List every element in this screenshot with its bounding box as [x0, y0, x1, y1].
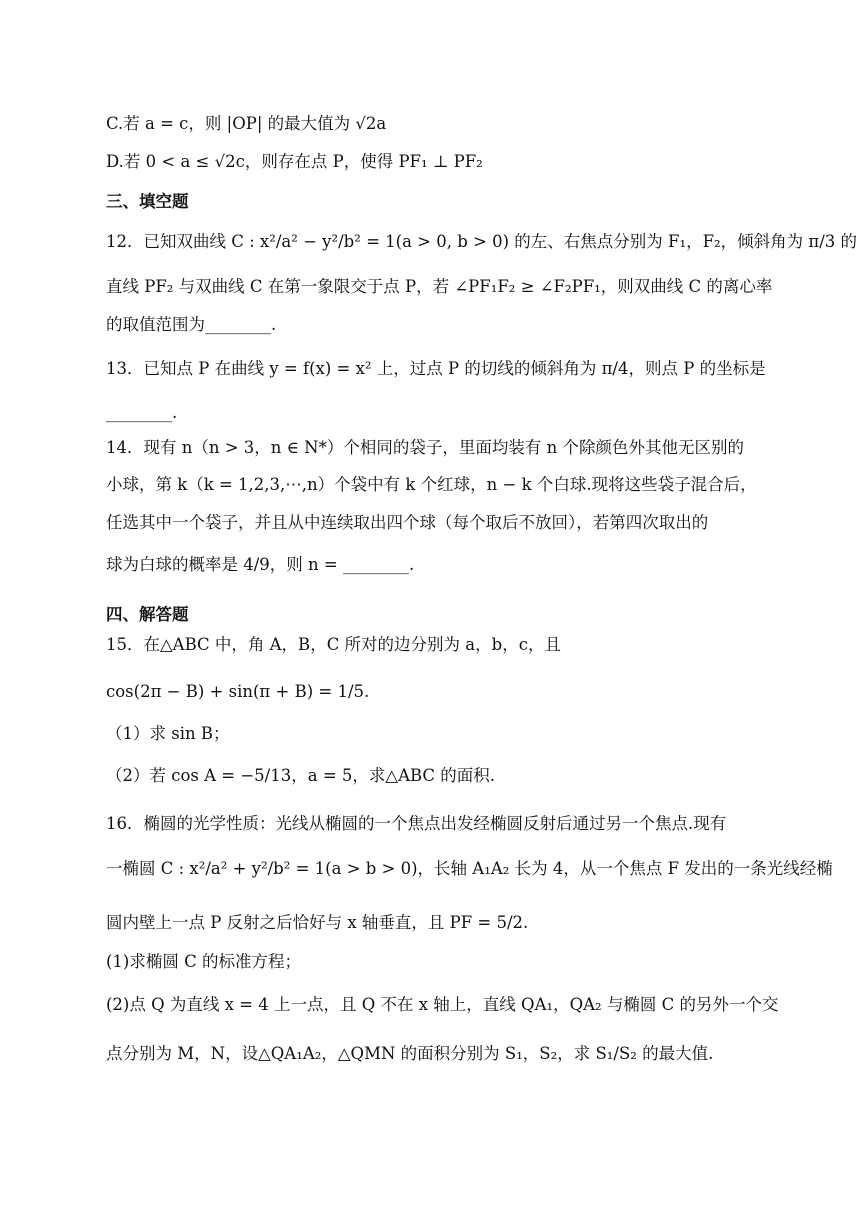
question-15-line-2: cos(2π − B) + sin(π + B) = 1/5. [106, 682, 370, 701]
question-16-line-2: 一椭圆 C : x²/a² + y²/b² = 1(a > b > 0)，长轴 A₁A₂ 长为 4，从一个焦点 F 发出的一条光线经椭 [106, 859, 833, 878]
question-16-part-1: (1)求椭圆 C 的标准方程； [106, 952, 301, 971]
section-heading-solve: 四、解答题 [106, 605, 189, 624]
question-16-part-2-line-2: 点分别为 M，N，设△QA₁A₂，△QMN 的面积分别为 S₁，S₂，求 S₁/S₂ 的最大值. [106, 1044, 714, 1063]
question-14-line-2: 小球，第 k（k = 1,2,3,⋯,n）个袋中有 k 个红球，n − k 个白球.现将这些袋子混合后， [106, 475, 757, 494]
option-c: C.若 a = c，则 |OP| 的最大值为 √2a [106, 114, 387, 133]
question-13-line-2: ________. [106, 403, 178, 422]
question-12-line-3: 的取值范围为________. [106, 315, 277, 334]
section-heading-fill-blank: 三、填空题 [106, 192, 189, 211]
question-15-line-1: 15．在△ABC 中，角 A，B，C 所对的边分别为 a，b，c，且 [106, 635, 561, 654]
question-12-line-1: 12．已知双曲线 C : x²/a² − y²/b² = 1(a > 0, b > 0) 的左、右焦点分别为 F₁，F₂，倾斜角为 π/3 的 [106, 232, 858, 251]
question-15-part-2: （2）若 cos A = −5/13，a = 5，求△ABC 的面积. [106, 766, 496, 785]
question-14-line-1: 14．现有 n（n > 3，n ∈ N*）个相同的袋子，里面均装有 n 个除颜色外其他无区别的 [106, 438, 744, 457]
question-12-line-2: 直线 PF₂ 与双曲线 C 在第一象限交于点 P，若 ∠PF₁F₂ ≥ ∠F₂PF₁，则双曲线 C 的离心率 [106, 277, 773, 296]
option-d: D.若 0 < a ≤ √2c，则存在点 P，使得 PF₁ ⊥ PF₂ [106, 152, 483, 171]
question-16-part-2-line-1: (2)点 Q 为直线 x = 4 上一点，且 Q 不在 x 轴上，直线 QA₁，QA₂ 与椭圆 C 的另外一个交 [106, 995, 779, 1014]
question-15-part-1: （1）求 sin B； [106, 724, 230, 743]
question-16-line-1: 16．椭圆的光学性质：光线从椭圆的一个焦点出发经椭圆反射后通过另一个焦点.现有 [106, 814, 727, 833]
question-13-line-1: 13．已知点 P 在曲线 y = f(x) = x² 上，过点 P 的切线的倾斜角为 π/4，则点 P 的坐标是 [106, 359, 766, 378]
question-14-line-4: 球为白球的概率是 4/9，则 n = ________. [106, 555, 415, 574]
question-14-line-3: 任选其中一个袋子，并且从中连续取出四个球（每个取后不放回），若第四次取出的 [106, 513, 709, 532]
question-16-line-3: 圆内壁上一点 P 反射之后恰好与 x 轴垂直，且 PF = 5/2. [106, 913, 529, 932]
